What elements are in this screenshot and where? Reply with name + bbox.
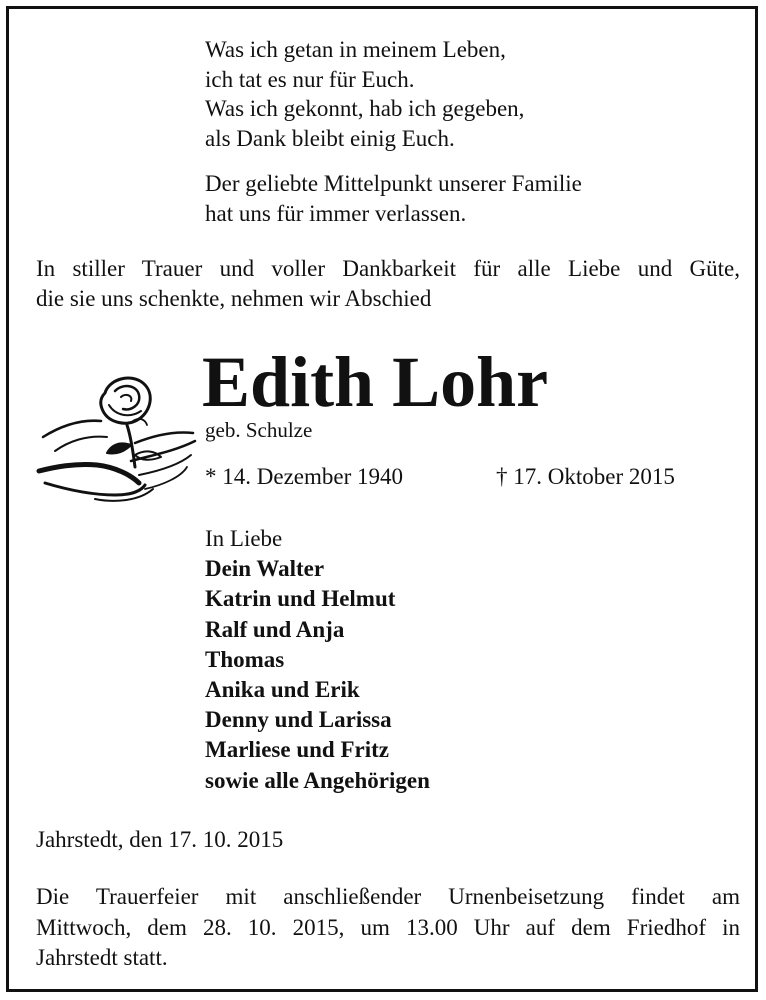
intro-line: die sie uns schenkte, nehmen wir Abschied	[36, 285, 432, 311]
poem	[205, 35, 582, 228]
poem-line: Was ich getan in meinem Leben,	[205, 37, 506, 62]
poem-line: ich tat es nur für Euch.	[205, 66, 415, 92]
family-member: Thomas	[205, 646, 285, 672]
obituary-card	[6, 6, 758, 992]
rose-in-hands-icon	[35, 371, 199, 505]
family-member: sowie alle Angehörigen	[205, 767, 430, 793]
service-notice	[36, 882, 740, 974]
death-date: † 17. Oktober 2015	[496, 464, 675, 489]
family-member: Denny und Larissa	[205, 707, 392, 733]
place-and-date: Jahrstedt, den 17. 10. 2015	[36, 827, 284, 852]
poem-line: Der geliebte Mittelpunkt unserer Familie	[205, 171, 582, 196]
service-line: Mittwoch, dem 28. 10. 2015, um 13.00 Uhr auf dem Friedhof in	[36, 914, 740, 940]
service-line: Die Trauerfeier mit anschließender Urnenbeisetzung findet am	[36, 884, 740, 909]
poem-stanza-2	[205, 169, 582, 228]
poem-line: hat uns für immer verlassen.	[205, 200, 467, 226]
maiden-name: geb. Schulze	[205, 418, 313, 442]
poem-line: Was ich gekonnt, hab ich gegeben,	[205, 96, 525, 121]
intro-line: In stiller Trauer und voller Dankbarkeit für alle Liebe und Güte,	[36, 256, 740, 281]
family-intro: In Liebe	[205, 526, 283, 551]
family-member: Ralf und Anja	[205, 616, 345, 642]
birth-date: * 14. Dezember 1940	[205, 464, 403, 489]
family-member: Dein Walter	[205, 556, 325, 582]
family-member: Anika und Erik	[205, 677, 360, 703]
poem-line: als Dank bleibt einig Euch.	[205, 125, 455, 151]
farewell-intro	[36, 254, 740, 313]
family-member: Marliese und Fritz	[205, 737, 389, 763]
family-member: Katrin und Helmut	[205, 586, 396, 612]
family-list	[205, 524, 430, 796]
service-line: Jahrstedt statt.	[36, 945, 168, 970]
deceased-name: Edith Lohr	[202, 342, 549, 422]
